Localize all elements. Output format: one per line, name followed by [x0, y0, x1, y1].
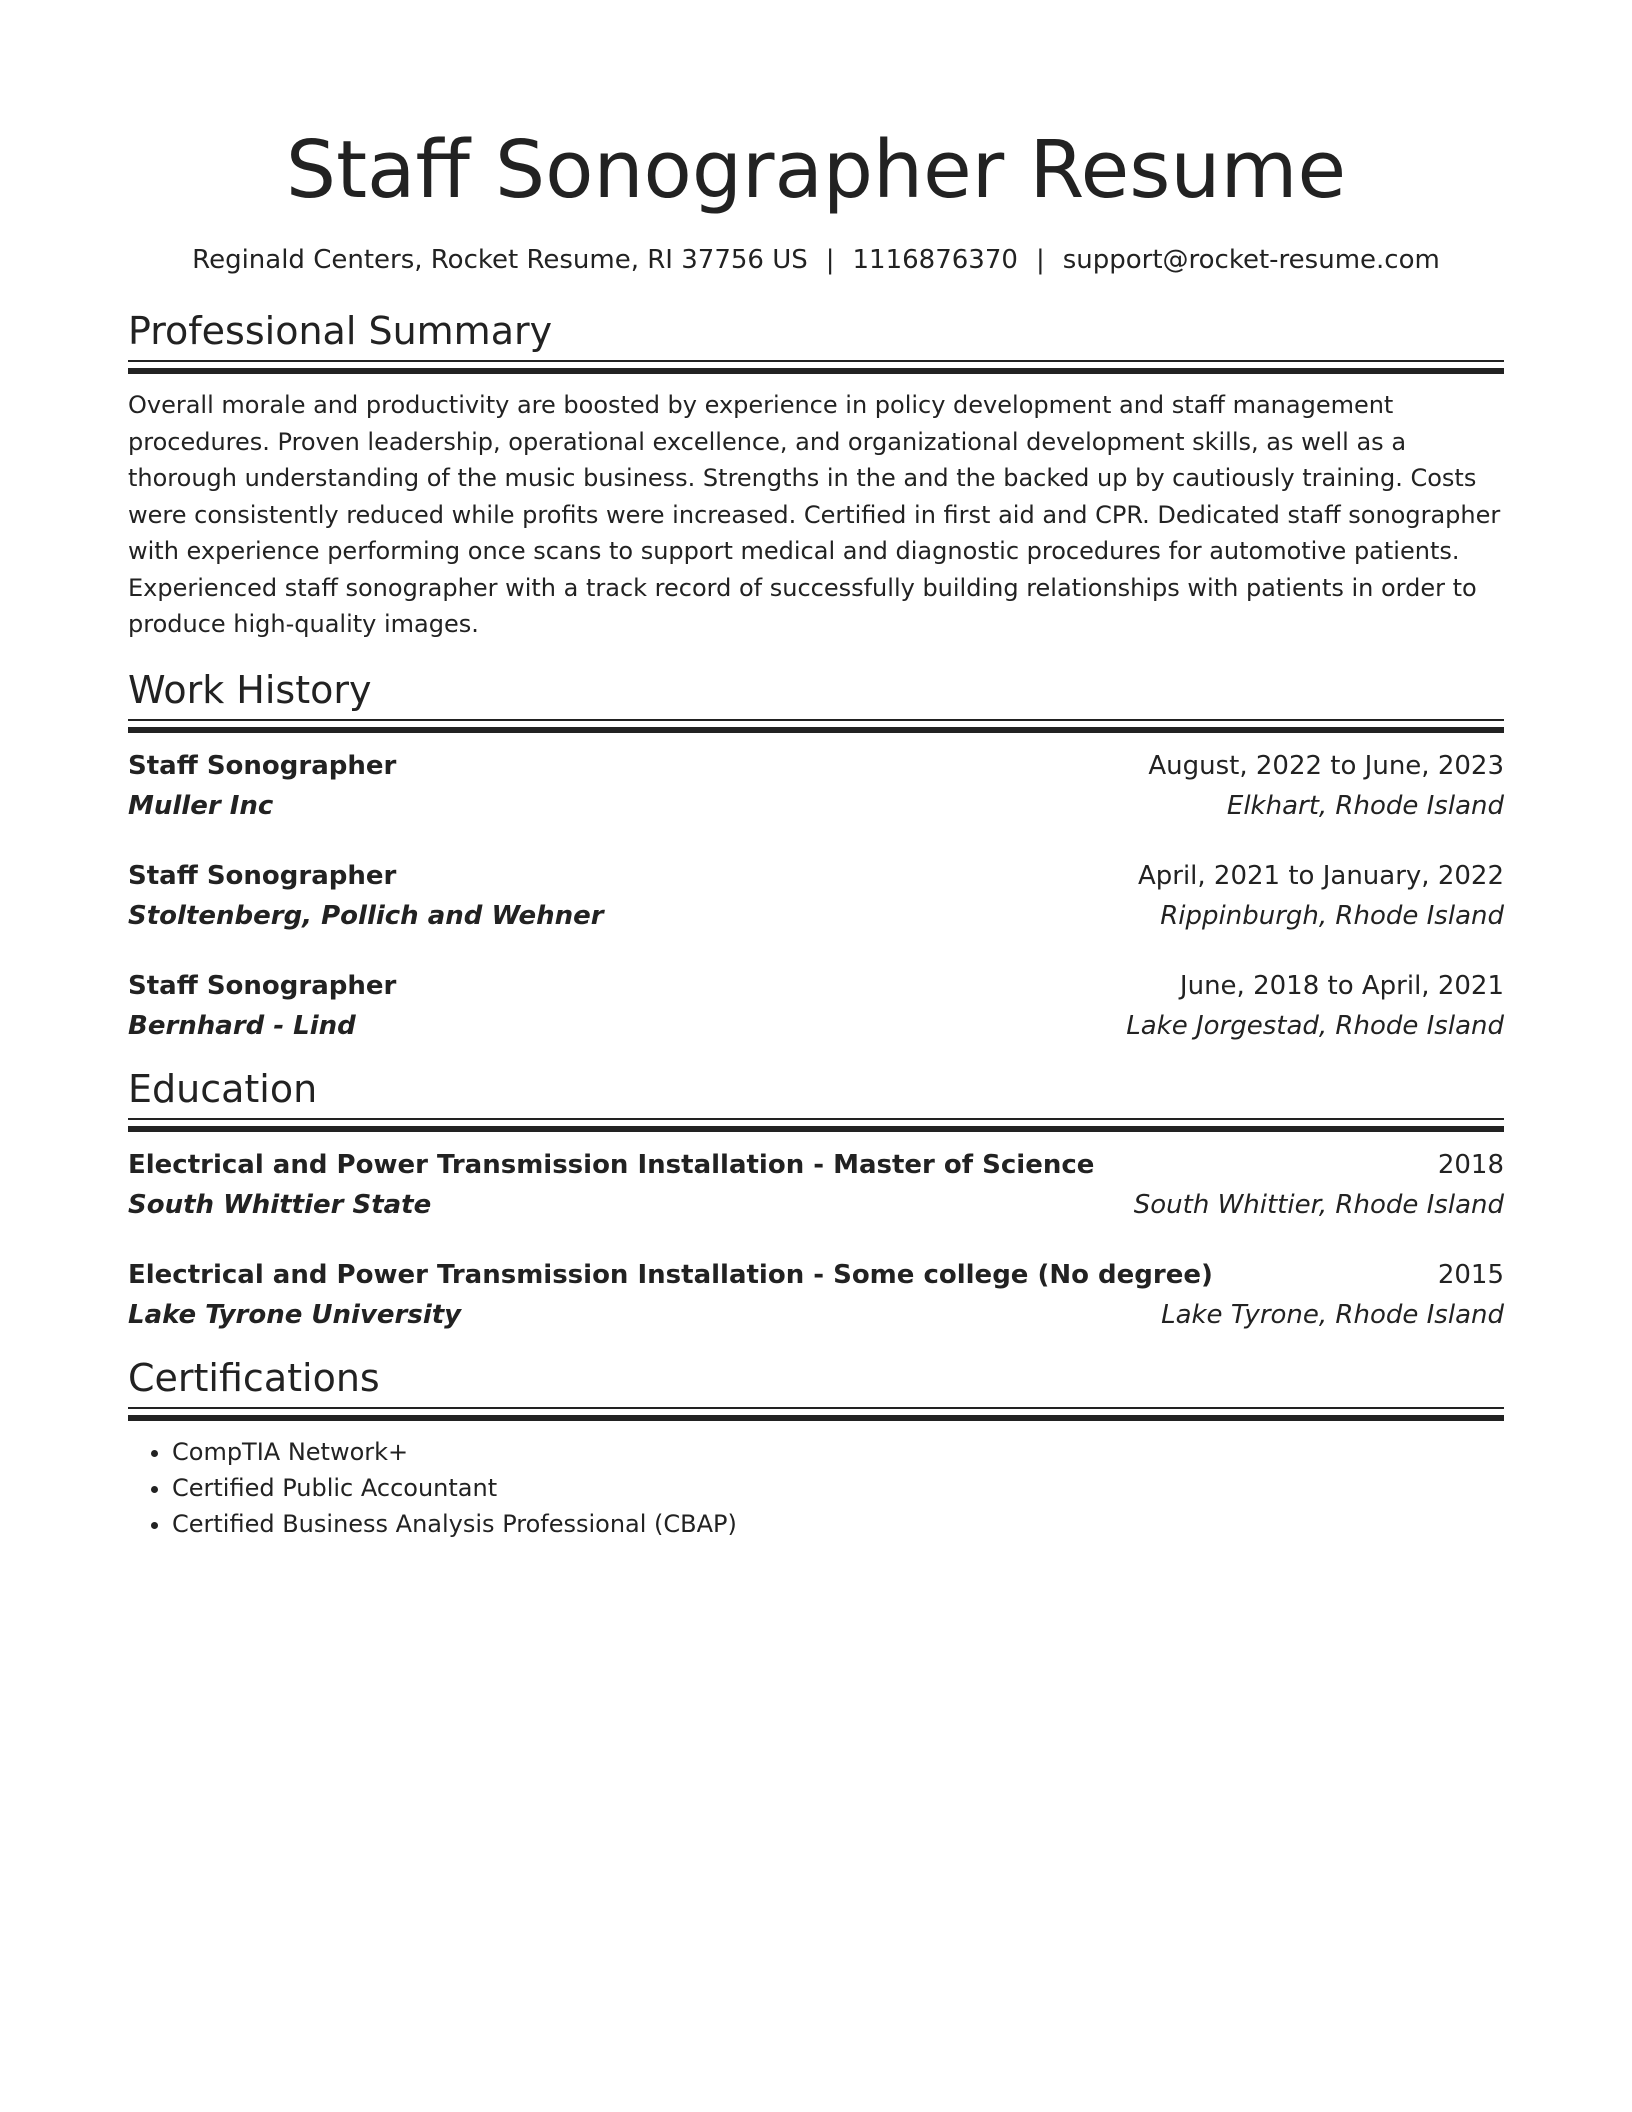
entry-top-row: [128, 1255, 1504, 1295]
work-history-list: [128, 746, 1504, 1046]
entry-location: Lake Tyrone, Rhode Island: [1161, 1299, 1504, 1330]
education-section: [128, 1064, 1504, 1335]
contact-separator: |: [825, 245, 835, 275]
entry-title: Electrical and Power Transmission Installation - Master of Science: [128, 1149, 1095, 1180]
entry-bottom-row: [128, 896, 1504, 936]
education-list: [128, 1145, 1504, 1335]
section-heading-work-history: Work History: [128, 667, 372, 712]
entry-top-row: [128, 1145, 1504, 1185]
section-divider: [128, 1407, 1504, 1424]
contact-address: Reginald Centers, Rocket Resume, RI 37756 US: [192, 245, 808, 275]
entry-item: [128, 1145, 1504, 1225]
summary-section: [128, 306, 1504, 643]
entry-item: [128, 746, 1504, 826]
certification-item: • Certified Public Accountant: [172, 1470, 1504, 1506]
entry-organization: Lake Tyrone University: [128, 1299, 462, 1330]
contact-line: [128, 242, 1504, 278]
section-heading-certifications: Certifications: [128, 1355, 380, 1400]
section-divider: [128, 719, 1504, 736]
entry-bottom-row: [128, 1006, 1504, 1046]
entry-location: South Whittier, Rhode Island: [1133, 1189, 1504, 1220]
entry-bottom-row: [128, 786, 1504, 826]
entry-organization: Stoltenberg, Pollich and Wehner: [128, 900, 604, 931]
certifications-section: [128, 1353, 1504, 1542]
entry-bottom-row: [128, 1185, 1504, 1225]
section-divider: [128, 360, 1504, 377]
resume-title: Staff Sonographer Resume: [285, 124, 1347, 216]
entry-dates: 2015: [1437, 1259, 1504, 1290]
contact-separator: |: [1035, 245, 1045, 275]
entry-item: [128, 856, 1504, 936]
summary-text: Overall morale and productivity are boosted by experience in policy development and staff management procedures. Proven leadership, operational excellence, and organizational development skills, as well as a thorough understanding of the music business. Strengths in the and the backed up by cautiously training. Costs were consistently reduced while profits were increased. Certified in first aid and CPR. Dedicated staff sonographer with experience performing once scans to support medical and diagnostic procedures for automotive patients. Experienced staff sonographer with a track record of successfully building relationships with patients in order to produce high-quality images.: [128, 391, 1501, 638]
entry-top-row: [128, 966, 1504, 1006]
certifications-list: [128, 1434, 1504, 1542]
entry-location: Rippinburgh, Rhode Island: [1160, 900, 1504, 931]
entry-dates: 2018: [1437, 1149, 1504, 1180]
section-heading-education: Education: [128, 1066, 318, 1111]
entry-title: Staff Sonographer: [128, 860, 397, 891]
entry-title: Staff Sonographer: [128, 970, 397, 1001]
contact-phone: 1116876370: [852, 245, 1018, 275]
entry-organization: Bernhard - Lind: [128, 1010, 356, 1041]
entry-organization: South Whittier State: [128, 1189, 432, 1220]
entry-dates: August, 2022 to June, 2023: [1148, 750, 1504, 781]
entry-bottom-row: [128, 1295, 1504, 1335]
section-heading-summary: Professional Summary: [128, 309, 553, 353]
certification-item: • CompTIA Network+: [172, 1434, 1504, 1470]
entry-top-row: [128, 746, 1504, 786]
work-history-section: [128, 665, 1504, 1046]
section-divider: [128, 1118, 1504, 1135]
entry-location: Lake Jorgestad, Rhode Island: [1126, 1010, 1504, 1041]
entry-title: Staff Sonographer: [128, 750, 397, 781]
entry-dates: April, 2021 to January, 2022: [1137, 860, 1504, 891]
certification-item: • Certified Business Analysis Professional (CBAP): [172, 1506, 1504, 1542]
contact-email: support@rocket-resume.com: [1062, 245, 1440, 275]
entry-dates: June, 2018 to April, 2021: [1179, 970, 1504, 1001]
entry-item: [128, 966, 1504, 1046]
entry-organization: Muller Inc: [128, 790, 274, 821]
entry-top-row: [128, 856, 1504, 896]
entry-location: Elkhart, Rhode Island: [1226, 790, 1504, 821]
entry-item: [128, 1255, 1504, 1335]
entry-title: Electrical and Power Transmission Installation - Some college (No degree): [128, 1259, 1213, 1290]
